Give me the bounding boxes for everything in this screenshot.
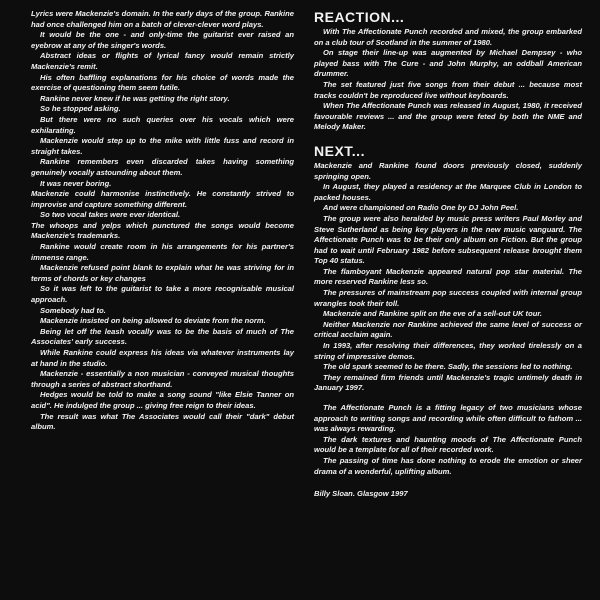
paragraph: So he stopped asking.: [40, 104, 121, 114]
paragraph: Mackenzie could harmonise instinctively. He constantly strived to improvise and capture something different.: [31, 189, 294, 209]
paragraph: And were championed on Radio One by DJ John Peel.: [323, 203, 519, 213]
paragraph: The set featured just five songs from their debut ... because most tracks couldn't be reproduced live without keyboards.: [314, 79, 582, 100]
paragraph: In August, they played a residency at the Marquee Club in London to packed houses.: [314, 182, 582, 202]
paragraph: So it was left to the guitarist to take a more recognisable musical approach.: [31, 284, 294, 305]
paragraph: Rankine remembers even discarded takes having something genuinely vocally astounding about them.: [31, 157, 294, 177]
paragraph: While Rankine could express his ideas via whatever instruments lay at hand in the studio.: [31, 348, 294, 368]
paragraph: Lyrics were Mackenzie's domain. In the early days of the group. Rankine had once challenged him on a batch of clever-clever word plays.: [31, 9, 294, 29]
paragraph: Mackenzie refused point blank to explain what he was striving for in terms of chords or key changes: [31, 263, 294, 283]
paragraph: Mackenzie and Rankine found doors previously closed, suddenly springing open.: [314, 160, 582, 181]
reaction-heading: REACTION...: [314, 9, 405, 25]
paragraph: They remained firm friends until Mackenzie's tragic untimely death in January 1997.: [314, 372, 582, 393]
paragraph: His often baffling explanations for his choice of words made the exercise of questioning them seem futile.: [31, 72, 294, 93]
paragraph: So two vocal takes were ever identical.: [40, 210, 181, 220]
paragraph: In 1993, after resolving their differences, they worked tirelessly on a string of impressive demos.: [314, 341, 582, 361]
paragraph: The flamboyant Mackenzie appeared natural pop star material. The more reserved Rankine less so.: [314, 266, 582, 287]
paragraph: On stage their line-up was augmented by Michael Dempsey - who played bass with The Cure - and John Murphy, an oddball American drummer.: [314, 48, 582, 79]
closing-paragraph: The Affectionate Punch is a fitting legacy of two musicians whose approach to writing songs and recording while often difficult to fathom ... was always rewarding.: [314, 403, 582, 434]
next-heading: NEXT...: [314, 142, 365, 159]
right-column: [314, 9, 582, 500]
paragraph: Rankine would create room in his arrangements for his partner's immense range.: [31, 242, 294, 262]
closing-paragraph: The dark textures and haunting moods of The Affectionate Punch would be a template for all of their recorded work.: [314, 434, 582, 455]
paragraph: The whoops and yelps which punctured the songs would become Mackenzie's trademarks.: [31, 220, 294, 241]
paragraph: Neither Mackenzie nor Rankine achieved the same level of success or critical acclaim again.: [314, 319, 582, 340]
paragraph: Hedges would be told to make a song sound "like Elsie Tanner on acid". He indulged the group ... giving free reign to their ideas.: [31, 390, 294, 410]
paragraph: Being let off the leash vocally was to be the basis of much of The Associates' early success.: [31, 326, 294, 347]
closing-paragraph: The passing of time has done nothing to erode the emotion or sheer drama of a wonderful, uplifting album.: [314, 455, 582, 476]
paragraph: The group were also heralded by music press writers Paul Morley and Steve Sutherland as being key players in the new music vanguard. The Affectionate Punch was to be their only album on Fiction. But the group had to wait until February 1982 before subsequent release brought them Top 40 status.: [314, 213, 582, 266]
paragraph: But there were no such queries over his vocals which were exhilarating.: [31, 114, 294, 135]
paragraph: Mackenzie insisted on being allowed to deviate from the norm.: [40, 316, 266, 326]
paragraph: Abstract ideas or flights of lyrical fancy would remain strictly Mackenzie's remit.: [31, 51, 294, 71]
paragraph: Mackenzie would step up to the mike with little fuss and record in straight takes.: [31, 136, 294, 156]
paragraph: Mackenzie - essentially a non musician - conveyed musical thoughts through a series of abstract shorthand.: [31, 369, 294, 389]
paragraph: The pressures of mainstream pop success coupled with internal group wrangles took their toll.: [314, 288, 582, 308]
paragraph: When The Affectionate Punch was released in August, 1980, it received favourable reviews ... and the group were feted by both the NME and Melody Maker.: [314, 101, 582, 132]
paragraph: It would be the one - and only-time the guitarist ever raised an eyebrow at any of the singer's words.: [31, 30, 294, 50]
paragraph: It was never boring.: [40, 178, 112, 188]
paragraph: Somebody had to.: [40, 305, 106, 315]
paragraph: The old spark seemed to be there. Sadly, the sessions led to nothing.: [323, 362, 573, 372]
left-column: [31, 9, 294, 433]
paragraph: With The Affectionate Punch recorded and mixed, the group embarked on a club tour of Scotland in the summer of 1980.: [314, 27, 582, 47]
paragraph: Mackenzie and Rankine split on the eve of a sell-out UK tour.: [323, 309, 542, 319]
author-signature: Billy Sloan. Glasgow 1997: [314, 489, 408, 499]
paragraph: The result was what The Associates would call their "dark" debut album.: [31, 411, 294, 432]
paragraph: Rankine never knew if he was getting the right story.: [40, 93, 230, 103]
